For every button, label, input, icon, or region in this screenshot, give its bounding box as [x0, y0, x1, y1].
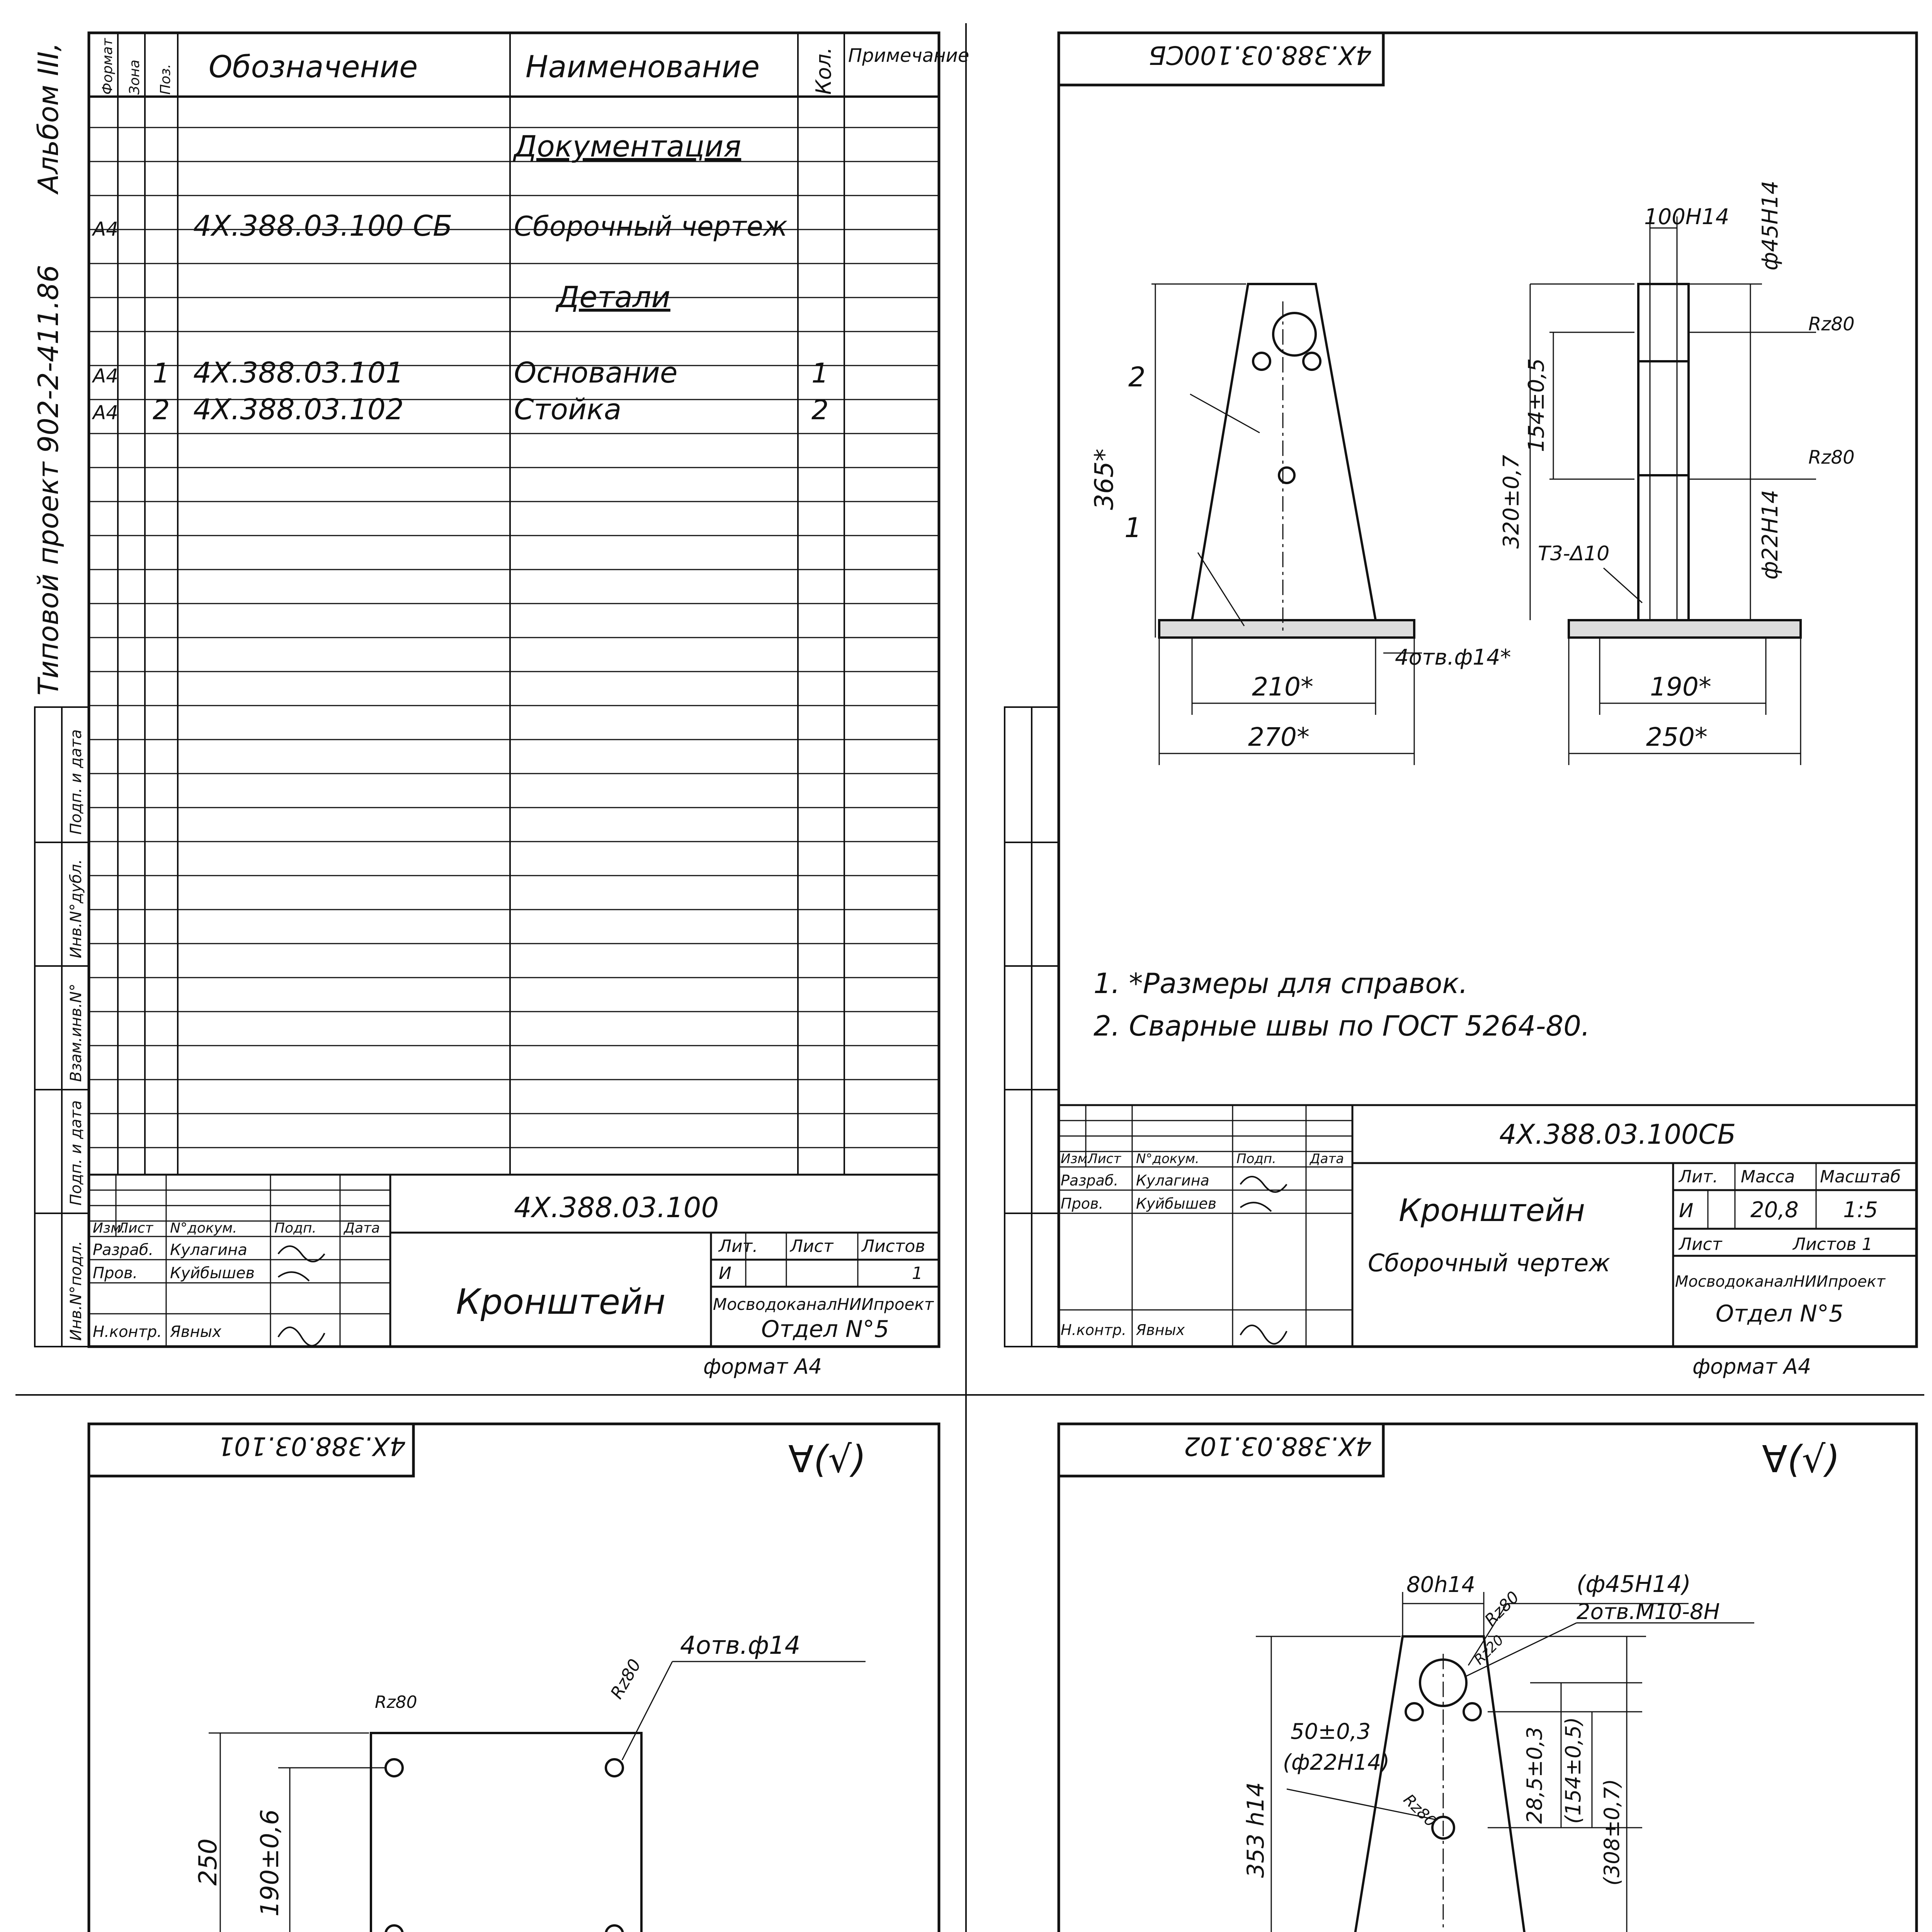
- dim-190: 190±0,6: [256, 1809, 284, 1917]
- row2-designation: 4Х.388.03.101: [193, 356, 404, 389]
- hdr-designation: Обозначение: [209, 50, 418, 85]
- project-label: Типовой проект 902-2-411.86: [32, 265, 65, 696]
- tb-list: Лист: [118, 1220, 153, 1236]
- tb-lit-val: И: [719, 1264, 731, 1283]
- dim-308: (308±0,7): [1600, 1779, 1624, 1886]
- assembly-sheet: [1005, 33, 1917, 1379]
- note-1: 1. *Размеры для справок.: [1094, 967, 1468, 1000]
- hdr-format: Формат: [100, 38, 116, 95]
- tb-doc: N°докум.: [170, 1220, 237, 1236]
- base-sheet: [35, 1424, 939, 1932]
- dim-210: 210*: [1252, 672, 1313, 702]
- dim-rz80-b: Rz80: [607, 1656, 645, 1702]
- row1-format: А4: [93, 218, 119, 240]
- dim-365: 365*: [1089, 449, 1119, 510]
- tb-scale: Масштаб: [1820, 1167, 1901, 1187]
- dim-rz20: Rz20: [1471, 1632, 1507, 1668]
- tb-prov: Пров.: [1061, 1195, 1104, 1212]
- row3-qty: 2: [811, 394, 829, 426]
- dim-rz80-a: Rz80: [375, 1692, 417, 1712]
- tb-lit-val: И: [1679, 1199, 1694, 1222]
- signature-mark: [1240, 1177, 1287, 1344]
- q2-title-block: [1061, 1119, 1901, 1379]
- tb-sheets: Листов: [862, 1236, 925, 1256]
- signature-mark: [278, 1246, 325, 1346]
- tb-org: МосводоканалНИИпроект: [713, 1295, 934, 1314]
- tb-izm: Изм.: [93, 1220, 126, 1236]
- dim-weld: Т3-Δ10: [1538, 542, 1610, 565]
- tb-razrab: Разраб.: [1061, 1172, 1119, 1189]
- dim-f45: (ф45Н14): [1577, 1571, 1691, 1598]
- dim-f22: ф22Н14: [1758, 490, 1783, 580]
- tb-sheet: Лист: [790, 1236, 833, 1256]
- sec-documentation: Документация: [514, 129, 742, 163]
- tb-format: формат А4: [1692, 1354, 1811, 1379]
- tb-razrab: Разраб.: [93, 1241, 154, 1259]
- row2-format: А4: [93, 365, 119, 387]
- tb-nkontr: Н.контр.: [1061, 1321, 1127, 1338]
- dim-rz80-b: Rz80: [1400, 1791, 1440, 1831]
- dim-m10: 2отв.М10-8Н: [1577, 1599, 1720, 1624]
- hdr-qty: Кол.: [811, 47, 836, 95]
- dim-154: (154±0,5): [1561, 1717, 1585, 1824]
- dim-rz80-b: Rz80: [1808, 447, 1855, 468]
- row3-name: Стойка: [514, 393, 622, 426]
- dim-190: 190*: [1650, 672, 1711, 702]
- tb-mass: Масса: [1741, 1167, 1795, 1187]
- hdr-name: Наименование: [526, 50, 760, 85]
- tb-list: Лист: [1088, 1151, 1121, 1167]
- tb-lit: Лит.: [1679, 1167, 1718, 1187]
- spec-sheet: [32, 33, 969, 1379]
- side-sign: Подп. и дата: [67, 1100, 85, 1206]
- tb-dept: Отдел N°5: [1716, 1300, 1844, 1327]
- tb-sign: Подп.: [274, 1220, 316, 1236]
- tb-p3: Явных: [170, 1323, 221, 1341]
- q1-title-block: [93, 1191, 934, 1379]
- base-plate: [209, 1662, 866, 1932]
- tb-code: 4Х.388.03.100: [514, 1191, 719, 1224]
- dim-320: 320±0,7: [1499, 455, 1524, 549]
- dim-f22: (ф22Н14): [1283, 1750, 1390, 1775]
- row2-pos: 1: [153, 357, 170, 389]
- dim-f45: ф45Н14: [1758, 180, 1783, 270]
- tb-doc: N°докум.: [1136, 1151, 1199, 1167]
- tb-sheets-val: 1: [912, 1264, 923, 1283]
- side-sign2: Подп. и дата: [67, 729, 85, 835]
- tb-format: формат А4: [703, 1354, 822, 1379]
- mirror-code: 4Х.388.03.102: [1184, 1431, 1372, 1461]
- row3-pos: 2: [153, 394, 170, 426]
- dim-50: 50±0,3: [1291, 1719, 1371, 1744]
- tb-p1: Кулагина: [1136, 1172, 1209, 1189]
- mirror-code: 4Х.388.03.100СБ: [1148, 40, 1372, 70]
- dim-100h14: 100Н14: [1644, 204, 1730, 230]
- tb-prov: Пров.: [93, 1264, 138, 1282]
- row2-name: Основание: [514, 356, 678, 389]
- row3-format: А4: [93, 401, 119, 424]
- dim-250: 250*: [1646, 722, 1708, 752]
- tb-izm: Изм.: [1061, 1151, 1092, 1167]
- tb-mass-val: 20,8: [1750, 1197, 1799, 1223]
- tb-p3: Явных: [1136, 1321, 1185, 1338]
- sec-details: Детали: [556, 280, 670, 314]
- hdr-zone: Зона: [127, 60, 143, 95]
- dim-250: 250: [194, 1838, 223, 1886]
- dim-353: 353 h14: [1242, 1782, 1269, 1878]
- tb-p1: Кулагина: [170, 1241, 247, 1259]
- tb-sheet: Лист: [1679, 1235, 1722, 1254]
- dim-285: 28,5±0,3: [1522, 1726, 1547, 1824]
- row2-qty: 1: [811, 357, 829, 389]
- dim-rz80-a: Rz80: [1481, 1587, 1523, 1630]
- row1-designation: 4Х.388.03.100 СБ: [193, 209, 452, 243]
- album-label: Альбом III,: [32, 43, 65, 193]
- mirror-code: 4Х.388.03.101: [218, 1431, 406, 1461]
- row1-name: Сборочный чертеж: [514, 211, 788, 242]
- tb-title: Кронштейн: [456, 1282, 666, 1322]
- tb-date: Дата: [344, 1220, 380, 1236]
- dim-270: 270*: [1248, 722, 1310, 752]
- dim-rz80-a: Rz80: [1808, 313, 1855, 335]
- tb-code: 4Х.388.03.100СБ: [1499, 1119, 1736, 1150]
- dim-holes: 4отв.ф14: [680, 1631, 801, 1660]
- side-vzam: Взам.инв.N°: [67, 983, 85, 1082]
- tb-org: МосводоканалНИИпроект: [1675, 1273, 1886, 1291]
- tb-p2: Куйбышев: [1136, 1195, 1217, 1212]
- pos-1: 1: [1124, 512, 1142, 544]
- tb-sheets: Листов 1: [1793, 1235, 1873, 1254]
- tb-subtitle: Сборочный чертеж: [1368, 1249, 1611, 1277]
- tb-date: Дата: [1310, 1151, 1344, 1167]
- tb-title: Кронштейн: [1399, 1192, 1585, 1228]
- tb-dept: Отдел N°5: [761, 1316, 889, 1343]
- side-dubl: Инв.N°дубл.: [67, 859, 85, 958]
- row3-designation: 4Х.388.03.102: [193, 393, 404, 426]
- post-sheet: [1005, 1424, 1917, 1932]
- tb-p2: Куйбышев: [170, 1264, 255, 1282]
- dim-154: 154±0,5: [1524, 358, 1549, 452]
- tb-nkontr: Н.контр.: [93, 1323, 162, 1341]
- hdr-pos: Поз.: [158, 64, 173, 95]
- note-2: 2. Сварные швы по ГОСТ 5264-80.: [1094, 1010, 1590, 1042]
- roughness-symbol: ∀(√): [788, 1438, 866, 1481]
- tb-scale-val: 1:5: [1843, 1197, 1878, 1223]
- side-inv: Инв.N°подл.: [67, 1241, 85, 1341]
- tb-sign: Подп.: [1236, 1151, 1276, 1167]
- pos-2: 2: [1128, 361, 1146, 393]
- dim-80h14: 80h14: [1406, 1572, 1476, 1597]
- tb-lit: Лит.: [719, 1236, 758, 1256]
- roughness-symbol: ∀(√): [1762, 1438, 1840, 1481]
- dim-holes: 4отв.ф14*: [1395, 645, 1511, 670]
- hdr-note: Примечание: [848, 45, 969, 66]
